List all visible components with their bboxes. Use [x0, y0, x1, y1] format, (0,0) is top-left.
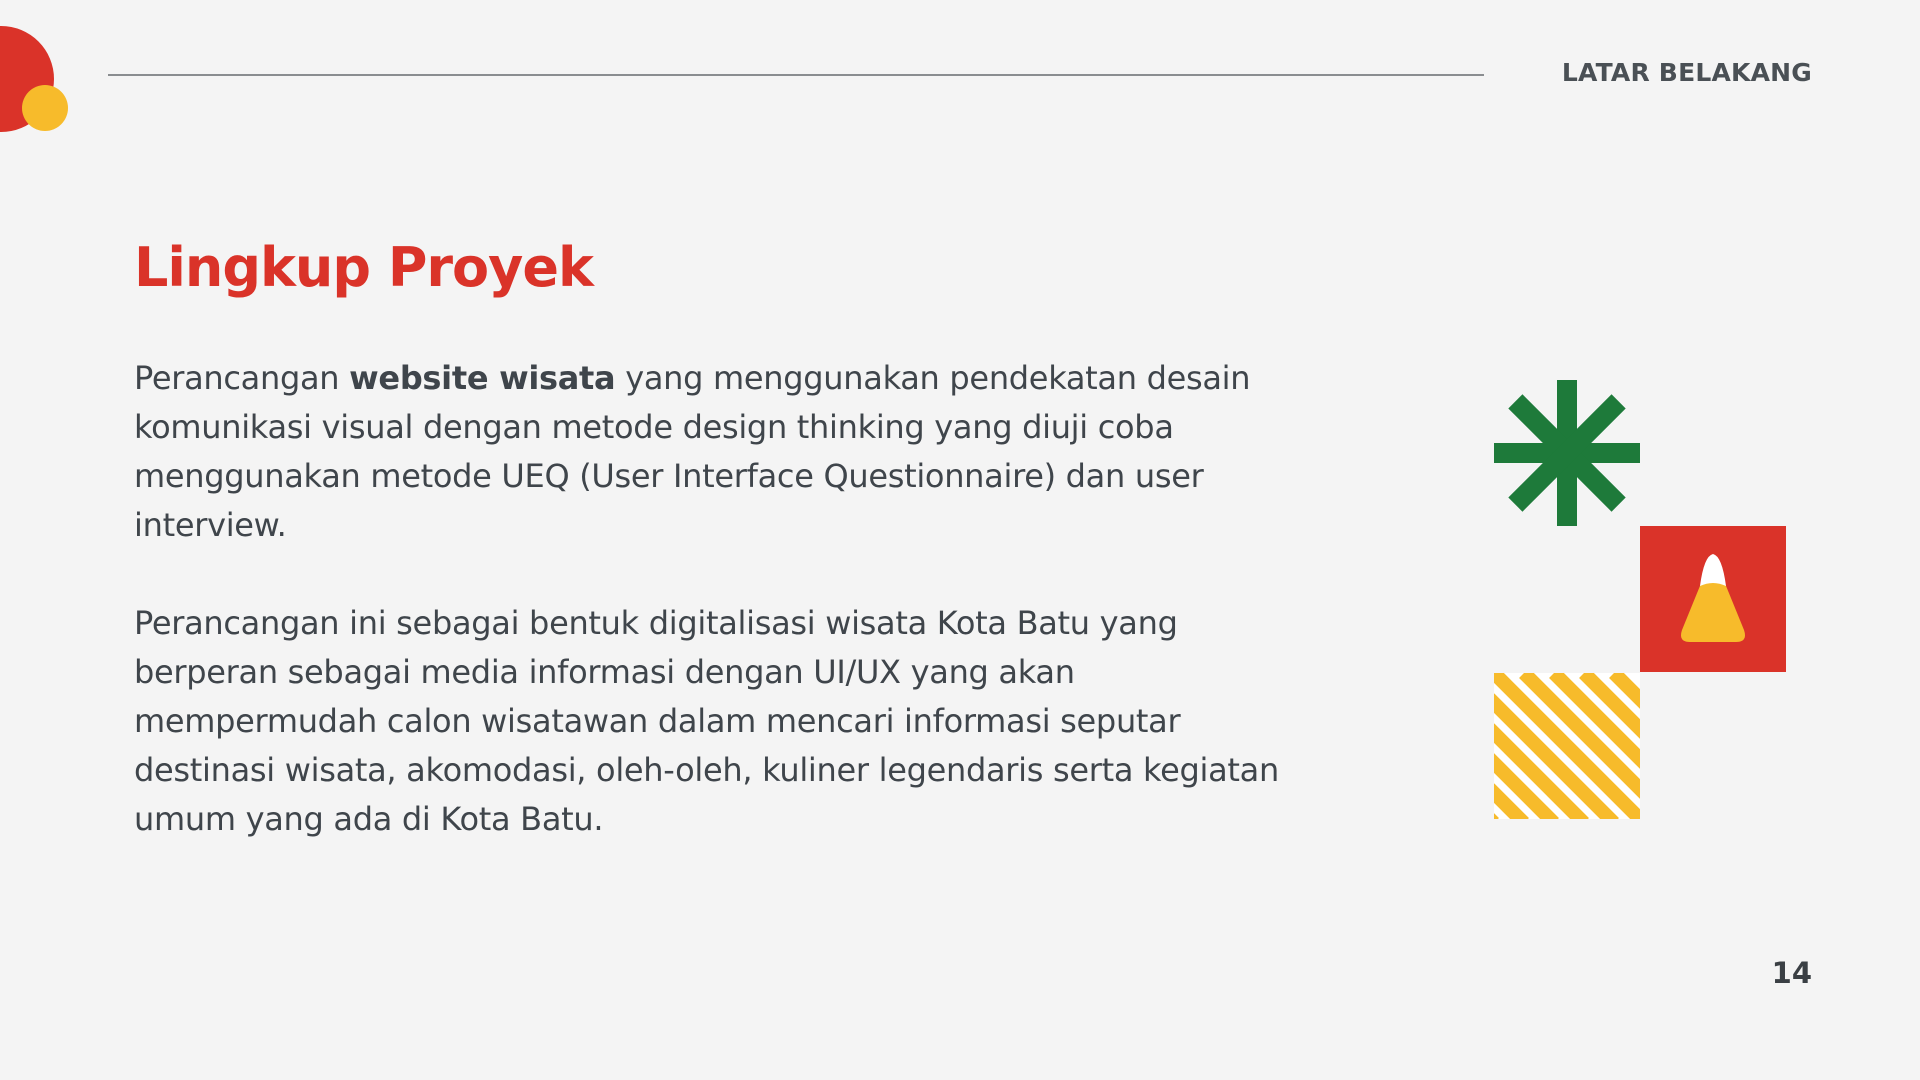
header-divider	[108, 74, 1484, 76]
mountain-icon	[1640, 526, 1786, 672]
decorative-graphic	[1494, 380, 1789, 820]
paragraph-scope-rest: yang menggunakan pendekatan desain komunikasi visual dengan metode design thinking yang diuji coba menggunakan metode UEQ (User Interface Questionnaire) dan user interview.	[134, 359, 1251, 544]
page-number: 14	[1771, 956, 1812, 990]
paragraph-scope-lead: Perancangan	[134, 359, 350, 397]
corner-circle-yellow	[22, 85, 68, 131]
diagonal-stripes-icon	[1494, 673, 1764, 820]
asterisk-icon	[1494, 380, 1640, 526]
section-label: LATAR BELAKANG	[1561, 58, 1812, 87]
paragraph-purpose: Perancangan ini sebagai bentuk digitalisasi wisata Kota Batu yang berperan sebagai media informasi dengan UI/UX yang akan mempermudah calon wisatawan dalam mencari informasi seputar destinasi wisata, akomodasi, oleh-oleh, kuliner legendaris serta kegiatan umum yang ada di Kota Batu.	[134, 604, 1279, 838]
paragraph-scope-emphasis: website wisata	[349, 359, 616, 397]
paragraph-scope	[134, 354, 1284, 550]
page-title: Lingkup Proyek	[134, 236, 593, 299]
